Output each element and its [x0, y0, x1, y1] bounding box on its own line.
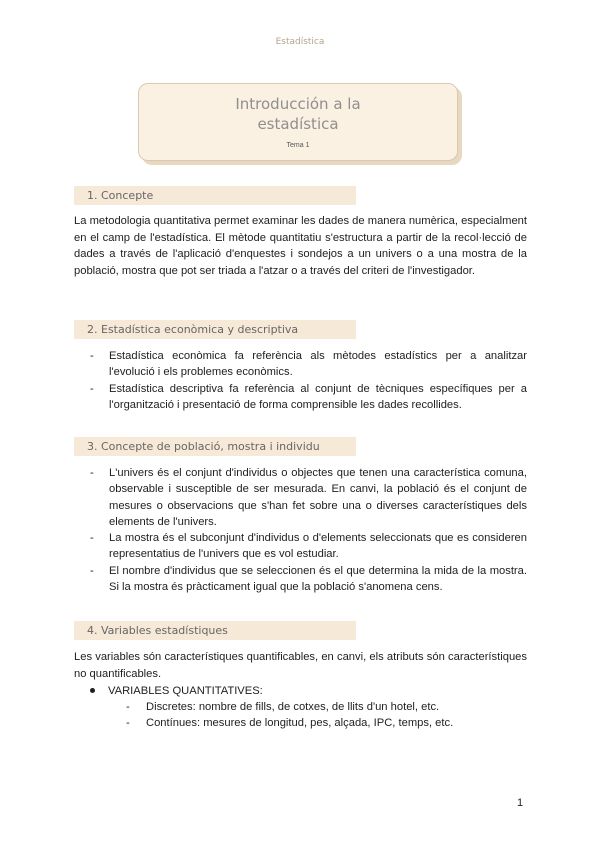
dash-marker: -: [90, 350, 94, 362]
list-item: [74, 348, 527, 381]
section-heading-estadistica: 2. Estadística econòmica y descriptiva: [74, 320, 356, 339]
title-line-2: estadística: [257, 115, 339, 133]
bullet-icon: [90, 688, 95, 693]
section-heading-concepte: 1. Concepte: [74, 186, 356, 205]
list-item-text: L'univers és el conjunt d'individus o objectes que tenen una característica comuna, observable i susceptible de ser mesurada. En canvi, la població és el conjunt de mesures o observacions que s'han fet sobre una o diverses característiques dels elements de l'univers.: [109, 467, 527, 528]
section-2-list: [74, 348, 527, 413]
sub-list-item: [108, 715, 527, 731]
document-subtitle: Tema 1: [286, 142, 310, 149]
list-item-text: Estadística descriptiva fa referència al conjunt de tècniques específiques per a l'organització i presentació de forma comprensible les dades recollides.: [109, 382, 527, 411]
dash-marker: -: [90, 532, 94, 545]
page-number: 1: [517, 797, 524, 809]
section-heading-variables: 4. Variables estadístiques: [74, 621, 356, 640]
section-4-paragraph: Les variables són característiques quantificables, en canvi, els atributs són característiques no quantificables.: [74, 651, 527, 680]
title-line-1: Introducción a la: [235, 95, 361, 113]
list-item: [74, 563, 527, 596]
sub-list-item-text: Contínues: mesures de longitud, pes, alçada, IPC, temps, etc.: [146, 717, 454, 729]
dash-marker: -: [90, 467, 94, 479]
list-item-text: Estadística econòmica fa referència als mètodes estadístics per a analitzar l'evolució i els problemes econòmics.: [109, 350, 527, 379]
list-item: [74, 381, 527, 414]
list-item-text: La mostra és el subconjunt d'individus o d'elements seleccionats que es consideren representatius de l'univers que es vol estudiar.: [109, 532, 527, 561]
dash-marker: -: [126, 701, 130, 713]
title-box: [138, 83, 458, 161]
dash-marker: -: [90, 382, 94, 395]
bullet-item-text: VARIABLES QUANTITATIVES:: [108, 685, 263, 697]
section-1-paragraph: La metodologia quantitativa permet examinar les dades de manera numèrica, especialment en el camp de l'estadística. El mètode quantitatiu s'estructura a partir de la recol·lecció de dades a través de l'aplicació d'enquestes i sondejos a un univers o a una mostra de la població, mostra que pot ser triada a l'atzar o a través del criteri de l'investigador.: [74, 215, 527, 277]
section-4-bullet-list: [90, 683, 527, 731]
section-heading-poblacio: 3. Concepte de població, mostra i individu: [74, 437, 356, 456]
sub-list-item-text: Discretes: nombre de fills, de cotxes, de llits d'un hotel, etc.: [146, 701, 440, 713]
list-item: [74, 530, 527, 563]
dash-marker: -: [126, 717, 130, 729]
bullet-item: [90, 683, 527, 731]
list-item: [74, 465, 527, 530]
sub-list: [108, 699, 527, 731]
list-item-text: El nombre d'individus que se seleccionen és el que determina la mida de la mostra. Si la mostra és pràcticament igual que la població s'anomena cens.: [109, 564, 527, 594]
running-header: Estadística: [275, 37, 325, 47]
dash-marker: -: [90, 564, 94, 577]
section-3-list: [74, 465, 527, 595]
document-title: [139, 94, 457, 134]
sub-list-item: [108, 699, 527, 715]
